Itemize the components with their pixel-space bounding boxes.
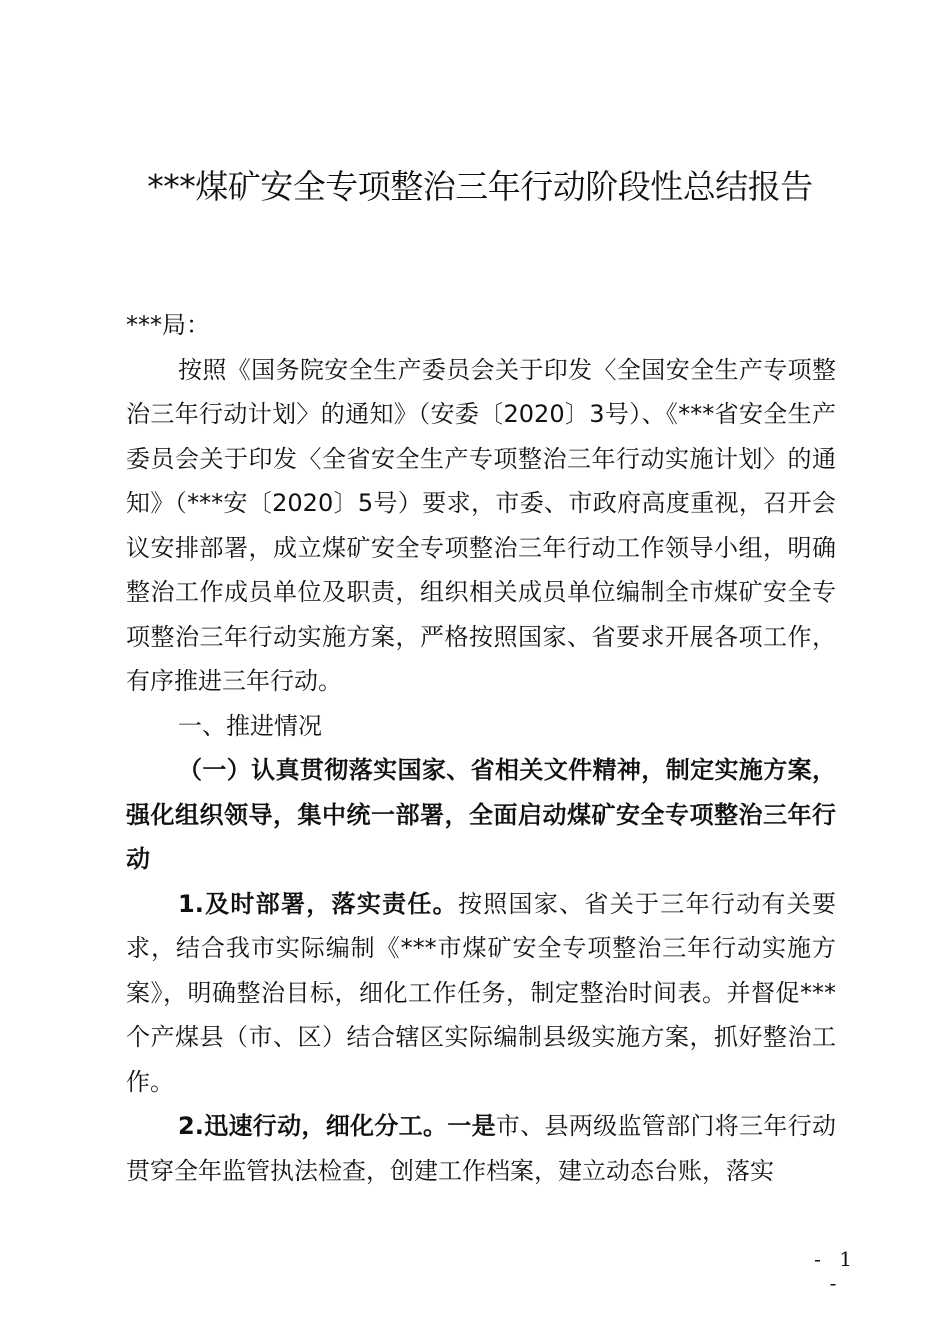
document-body <box>126 303 836 1193</box>
document-title: ***煤矿安全专项整治三年行动阶段性总结报告 <box>147 167 813 206</box>
item-paragraph-1 <box>126 882 836 1105</box>
item-paragraph-2 <box>126 1104 836 1193</box>
subsection-heading: （一）认真贯彻落实国家、省相关文件精神，制定实施方案，强化组织领导，集中统一部署，全面启动煤矿安全专项整治三年行动 <box>126 756 836 873</box>
item-1-lead: 1.及时部署，落实责任。 <box>178 889 458 918</box>
intro-paragraph: 按照《国务院安全生产委员会关于印发〈全国安全生产专项整治三年行动计划〉的通知》（安委〔2020〕3号）、《***省安全生产委员会关于印发〈全省安全生产专项整治三年行动实施计划〉的通知》（***安〔2020〕5号）要求，市委、市政府高度重视，召开会议安排部署，成立煤矿安全专项整治三年行动工作领导小组，明确整治工作成员单位及职责，组织相关成员单位编制全市煤矿安全专项整治三年行动实施方案，严格按照国家、省要求开展各项工作，有序推进三年行动。 <box>126 355 836 695</box>
section-heading: 一、推进情况 <box>178 711 322 740</box>
item-1-text: 按照国家、省关于三年行动有关要求，结合我市实际编制《***市煤矿安全专项整治三年行动实施方案》，明确整治目标，细化工作任务，制定整治时间表。并督促***个产煤县（市、区）结合辖区实际编制县级实施方案，抓好整治工作。 <box>126 889 836 1096</box>
item-2-text: 市、县两级监管部门将三年行动贯穿全年监管执法检查，创建工作档案，建立动态台账，落实 <box>126 1112 837 1185</box>
page-number: - 1 - <box>814 1247 858 1295</box>
salutation: ***局： <box>126 311 210 339</box>
item-2-lead: 2.迅速行动，细化分工。 <box>178 1112 448 1140</box>
item-2-sub-lead: 一是 <box>447 1112 496 1140</box>
